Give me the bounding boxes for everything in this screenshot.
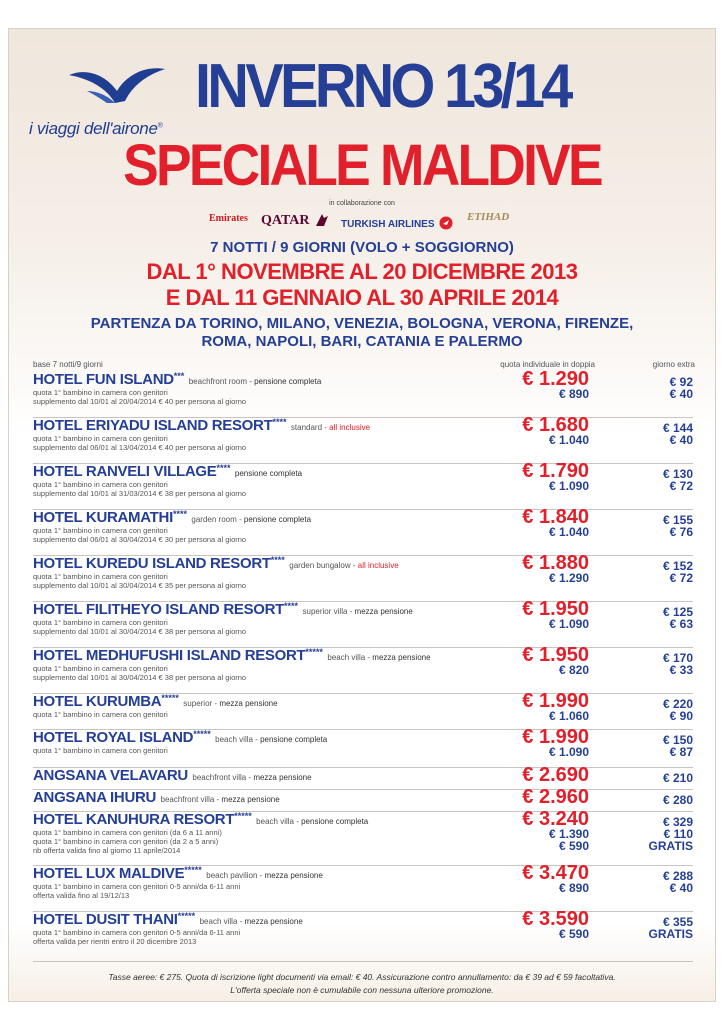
extra-adult: € 155: [662, 513, 693, 527]
hotel-row: [33, 598, 693, 648]
price-child-2: € 590: [558, 839, 589, 853]
extra-child: € 72: [669, 479, 693, 493]
hotel-note: supplemento dal 10/01 al 20/04/2014 € 40 per persona al giorno: [33, 397, 247, 406]
price-adult: € 1.990: [522, 690, 589, 712]
price-child: € 1.390: [548, 827, 589, 841]
hotel-name: HOTEL DUSIT THANI: [33, 911, 178, 928]
hotel-stars: *****: [184, 865, 202, 875]
room-type: beachfront villa -: [160, 795, 222, 804]
price-child: € 890: [558, 387, 589, 401]
price-adult: € 1.790: [522, 460, 589, 482]
hotel-note: quota 1° bambino in camera con genitori: [33, 746, 168, 755]
extra-adult: € 288: [662, 869, 693, 883]
hotel-name-line: [33, 371, 321, 389]
hotel-stars: ****: [270, 555, 285, 565]
hotel-name: HOTEL ERIYADU ISLAND RESORT: [33, 417, 273, 434]
extra-child: € 76: [669, 525, 693, 539]
board-type: pensione completa: [260, 735, 328, 744]
extra-adult: € 150: [662, 733, 693, 747]
extra-adult: € 92: [669, 375, 693, 389]
hotel-stars: ****: [172, 509, 187, 519]
hotel-name: HOTEL KURAMATHI: [33, 509, 173, 526]
room-type: beachfront villa -: [192, 773, 254, 782]
hotel-name: HOTEL KUREDU ISLAND RESORT: [33, 555, 271, 572]
oryx-icon: [314, 212, 330, 228]
hotel-note: nb offerta valida fino al giorno 11 aprile/2014: [33, 846, 181, 855]
room-type: standard -: [290, 423, 330, 432]
hotel-row: [33, 690, 693, 730]
room-type: beach pavilion -: [206, 871, 265, 880]
brand-name: i viaggi dell'airone®: [29, 119, 163, 138]
price-adult: € 1.840: [522, 506, 589, 528]
page-subtitle: SPECIALE MALDIVE: [123, 133, 601, 198]
turkish-airlines-icon: [439, 216, 453, 230]
board-type: pensione completa: [234, 469, 303, 478]
column-quota: quota individuale in doppia: [500, 360, 595, 369]
board-type: pensione completa: [254, 377, 322, 386]
hotel-note: quota 1° bambino in camera con genitori: [33, 572, 168, 581]
extra-adult: € 130: [662, 467, 693, 481]
hotel-row: [33, 808, 693, 866]
hotel-row: [33, 764, 693, 790]
hotel-note: quota 1° bambino in camera con genitori 0-5 anni/da 6-11 anni: [33, 928, 241, 937]
board-type: mezza pensione: [264, 871, 323, 880]
extra-child: € 90: [669, 709, 693, 723]
etihad-logo: ETIHAD: [467, 211, 510, 223]
price-child: € 1.090: [548, 479, 589, 493]
hotel-name-line: [33, 767, 312, 785]
extra-child: € 40: [669, 387, 693, 401]
departure-cities: [9, 315, 715, 351]
hotel-name-line: [33, 555, 399, 573]
board-type: mezza pensione: [354, 607, 413, 616]
airone-bird-icon: [67, 61, 167, 111]
extra-child: € 72: [669, 571, 693, 585]
hotel-row: [33, 726, 693, 768]
room-type: superior villa -: [302, 607, 355, 616]
page-title: INVERNO 13/14: [195, 52, 570, 121]
hotel-stars: ****: [216, 463, 231, 473]
hotel-note: supplemento dal 10/01 al 30/04/2014 € 38 per persona al giorno: [33, 673, 247, 682]
extra-adult: € 144: [662, 421, 693, 435]
price-adult: € 1.290: [522, 368, 589, 390]
turkish-airlines-logo: TURKISH AIRLINES: [341, 214, 453, 232]
extra-child: € 87: [669, 745, 693, 759]
hotel-stars: *****: [193, 729, 211, 739]
hotel-row: [33, 414, 693, 464]
hotel-name: HOTEL FILITHEYO ISLAND RESORT: [33, 601, 285, 618]
footer-line-2: L'offerta speciale non è cumulabile con nessuna ulteriore promozione.: [230, 985, 494, 995]
hotel-note: quota 1° bambino in camera con genitori 0-5 anni/da 6-11 anni: [33, 882, 241, 891]
extra-adult: € 210: [662, 771, 693, 785]
board-type: mezza pensione: [219, 699, 278, 708]
price-adult: € 1.950: [522, 644, 589, 666]
hotel-name-line: [33, 463, 302, 481]
price-adult: € 2.960: [522, 786, 589, 808]
hotel-name-line: [33, 789, 280, 807]
extra-child: GRATIS: [648, 927, 693, 941]
price-adult: € 1.680: [522, 414, 589, 436]
price-child: € 1.290: [548, 571, 589, 585]
price-child: € 820: [558, 663, 589, 677]
hotel-note: quota 1° bambino in camera con genitori: [33, 388, 168, 397]
hotel-name: HOTEL LUX MALDIVE: [33, 865, 185, 882]
extra-child: € 110: [663, 827, 693, 841]
board-type: mezza pensione: [372, 653, 431, 662]
room-type: superior -: [183, 699, 220, 708]
brochure-page: [8, 28, 716, 1002]
hotel-note: quota 1° bambino in camera con genitori: [33, 710, 168, 719]
hotel-row: [33, 644, 693, 694]
hotel-note: supplemento dal 10/01 al 30/04/2014 € 38 per persona al giorno: [33, 627, 247, 636]
hotel-name-line: [33, 647, 431, 665]
extra-adult: € 220: [662, 697, 693, 711]
hotel-row: [33, 908, 693, 962]
collaboration-label: in collaborazione con: [329, 200, 395, 207]
price-child: € 1.090: [548, 617, 589, 631]
hotel-note: quota 1° bambino in camera con genitori: [33, 618, 168, 627]
room-type: garden bungalow -: [289, 561, 358, 570]
hotel-name: HOTEL FUN ISLAND: [33, 371, 174, 388]
hotel-note: quota 1° bambino in camera con genitori: [33, 434, 168, 443]
room-type: beach villa -: [256, 817, 302, 826]
board-type: mezza pensione: [253, 773, 312, 782]
hotel-name-line: [33, 865, 323, 883]
hotel-name-line: [33, 509, 311, 527]
room-type: beachfront room -: [188, 377, 255, 386]
qatar-logo: QATAR: [261, 211, 330, 229]
column-extra: giorno extra: [652, 360, 695, 369]
extra-adult: € 355: [662, 915, 693, 929]
hotel-stars: *****: [234, 811, 252, 821]
board-type: all inclusive: [329, 423, 371, 432]
price-adult: € 1.950: [522, 598, 589, 620]
room-type: beach villa -: [215, 735, 261, 744]
hotel-note: quota 1° bambino in camera con genitori: [33, 664, 168, 673]
hotel-name-line: [33, 601, 413, 619]
board-type: pensione completa: [243, 515, 312, 524]
hotel-row: [33, 368, 693, 418]
hotel-name: HOTEL RANVELI VILLAGE: [33, 463, 217, 480]
airline-logos: [209, 207, 529, 237]
hotel-note: supplemento dal 10/01 al 30/04/2014 € 35 per persona al giorno: [33, 581, 247, 590]
price-child: € 890: [558, 881, 589, 895]
hotel-stars: ****: [284, 601, 299, 611]
footer-line-1: Tasse aeree: € 275. Quota di iscrizione light documenti via email: € 40. Assicurazione contro annullamento: da € 39 ad € 59 facoltativa.: [108, 972, 616, 982]
extra-adult: € 329: [662, 815, 693, 829]
hotel-name-line: [33, 417, 370, 435]
hotel-row: [33, 506, 693, 556]
hotel-name-line: [33, 811, 368, 829]
price-adult: € 2.690: [522, 764, 589, 786]
room-type: beach villa -: [327, 653, 373, 662]
departure-line-2: ROMA, NAPOLI, BARI, CATANIA E PALERMO: [201, 333, 523, 350]
board-type: mezza pensione: [244, 917, 303, 926]
footer-notes: [9, 971, 715, 997]
extra-adult: € 170: [662, 651, 693, 665]
departure-line-1: PARTENZA DA TORINO, MILANO, VENEZIA, BOLOGNA, VERONA, FIRENZE,: [90, 315, 634, 332]
hotel-name-line: [33, 693, 278, 711]
extra-child: € 40: [669, 881, 693, 895]
extra-child: € 40: [669, 433, 693, 447]
trip-dates: [9, 259, 715, 311]
hotel-note: quota 1° bambino in camera con genitori: [33, 480, 168, 489]
hotel-stars: ****: [272, 417, 287, 427]
price-child: € 1.060: [548, 709, 589, 723]
board-type: all inclusive: [357, 561, 399, 570]
extra-child: € 33: [669, 663, 693, 677]
price-adult: € 3.470: [522, 862, 589, 884]
hotel-name: HOTEL MEDHUFUSHI ISLAND RESORT: [33, 647, 306, 664]
price-adult: € 1.990: [522, 726, 589, 748]
hotel-note: offerta valida per rientri entro il 20 dicembre 2013: [33, 937, 197, 946]
extra-adult: € 152: [662, 559, 693, 573]
price-adult: € 3.590: [522, 908, 589, 930]
hotel-note: supplemento dal 06/01 al 30/04/2014 € 30 per persona al giorno: [33, 535, 247, 544]
hotel-stars: *****: [177, 911, 196, 921]
hotel-name-line: [33, 729, 327, 747]
price-adult: € 3.240: [522, 808, 589, 830]
hotel-stars: *****: [161, 693, 179, 703]
room-type: beach villa -: [199, 917, 245, 926]
hotel-note: quota 1° bambino in camera con genitori (da 2 a 5 anni): [33, 837, 219, 846]
hotel-name: HOTEL KANUHURA RESORT: [33, 811, 235, 828]
hotel-stars: *****: [305, 647, 323, 657]
price-adult: € 1.880: [522, 552, 589, 574]
hotel-name: HOTEL KURUMBA: [33, 693, 162, 710]
hotel-note: supplemento dal 10/01 al 31/03/2014 € 38 per persona al giorno: [33, 489, 247, 498]
dates-line-2: E DAL 11 GENNAIO AL 30 APRILE 2014: [165, 285, 559, 310]
price-child: € 1.040: [548, 525, 589, 539]
extra-adult: € 125: [662, 605, 693, 619]
room-type: garden room -: [191, 515, 244, 524]
extra-adult: € 280: [662, 793, 693, 807]
emirates-logo: Emirates: [209, 213, 248, 224]
column-base: base 7 notti/9 giorni: [33, 360, 103, 369]
trip-duration: 7 NOTTI / 9 GIORNI (VOLO + SOGGIORNO): [210, 239, 514, 256]
hotel-name: HOTEL ROYAL ISLAND: [33, 729, 194, 746]
hotel-note: quota 1° bambino in camera con genitori (da 6 a 11 anni): [33, 828, 222, 837]
hotel-note: offerta valida fino al 19/12/13: [33, 891, 130, 900]
hotel-note: quota 1° bambino in camera con genitori: [33, 526, 168, 535]
hotel-stars: ***: [173, 371, 185, 381]
hotel-name-line: [33, 911, 303, 929]
extra-child-2: GRATIS: [648, 839, 693, 853]
hotel-row: [33, 460, 693, 510]
hotel-row: [33, 862, 693, 912]
hotel-name: ANGSANA IHURU: [33, 789, 157, 806]
price-child: € 1.090: [548, 745, 589, 759]
board-type: mezza pensione: [221, 795, 280, 804]
dates-line-1: DAL 1° NOVEMBRE AL 20 DICEMBRE 2013: [146, 259, 578, 284]
price-child: € 1.040: [548, 433, 589, 447]
board-type: pensione completa: [301, 817, 369, 826]
hotel-name: ANGSANA VELAVARU: [33, 767, 188, 784]
hotel-row: [33, 786, 693, 812]
extra-child: € 63: [669, 617, 693, 631]
hotel-note: supplemento dal 06/01 al 13/04/2014 € 40 per persona al giorno: [33, 443, 247, 452]
price-child: € 590: [558, 927, 589, 941]
hotel-row: [33, 552, 693, 602]
